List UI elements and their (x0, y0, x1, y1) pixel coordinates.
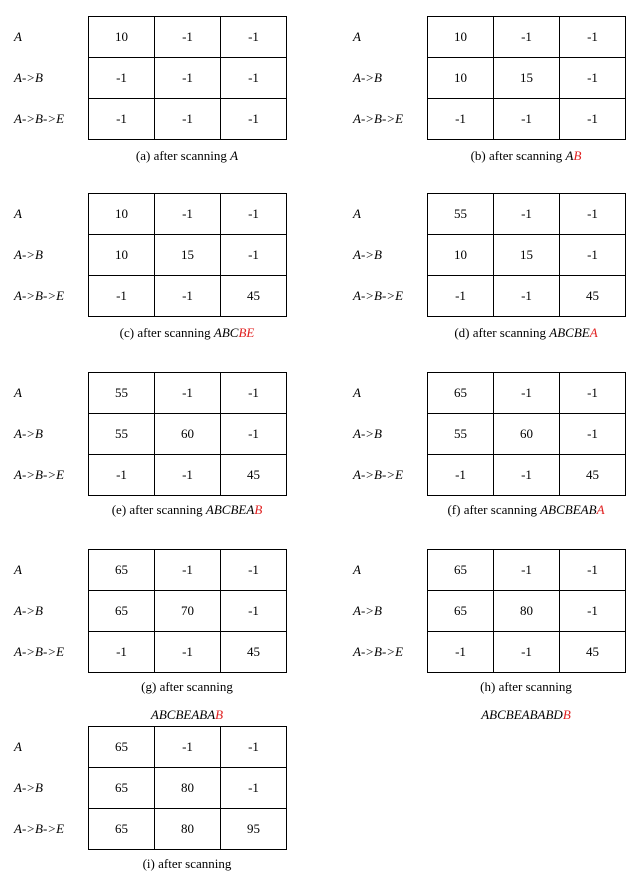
table-cell: 60 (494, 414, 560, 455)
row-label: A (14, 205, 22, 221)
table-cell: 10 (89, 194, 155, 235)
table-row (428, 276, 626, 317)
caption-prefix: (i) after scanning (142, 856, 232, 871)
table-cell: -1 (89, 99, 155, 140)
table-cell: 60 (155, 414, 221, 455)
table-row (428, 414, 626, 455)
table-cell: 80 (155, 809, 221, 850)
table-cell: 55 (89, 414, 155, 455)
table-row (89, 768, 287, 809)
table-row (89, 632, 287, 673)
table-cell: -1 (155, 194, 221, 235)
table-cell: 55 (428, 414, 494, 455)
table-cell: 45 (560, 276, 626, 317)
state-table (427, 16, 626, 140)
row-label: A->B (353, 69, 382, 85)
table-cell: -1 (494, 99, 560, 140)
table-row (428, 550, 626, 591)
table-cell: -1 (560, 550, 626, 591)
table-cell: -1 (560, 194, 626, 235)
table-cell: -1 (221, 768, 287, 809)
row-label: A (353, 28, 361, 44)
table-cell: 65 (89, 550, 155, 591)
table-row (89, 373, 287, 414)
table-row (428, 17, 626, 58)
panel-caption (67, 502, 307, 518)
caption-prefix: (d) after scanning (454, 325, 550, 340)
caption-highlight: B (562, 707, 571, 722)
caption-highlight: B (573, 148, 582, 163)
table-row (89, 235, 287, 276)
row-label: A->B (14, 425, 43, 441)
row-label: A->B->E (353, 287, 404, 303)
table-row (428, 373, 626, 414)
caption-sequence: A (565, 148, 574, 163)
table-cell: -1 (155, 276, 221, 317)
table-row (428, 58, 626, 99)
table-cell: -1 (155, 373, 221, 414)
table-cell: 70 (155, 591, 221, 632)
caption-highlight: B (254, 502, 263, 517)
table-cell: -1 (221, 17, 287, 58)
table-cell: -1 (428, 276, 494, 317)
table-cell: -1 (494, 17, 560, 58)
table-cell: -1 (428, 455, 494, 496)
table-row (89, 455, 287, 496)
table-cell: 65 (89, 591, 155, 632)
table-cell: -1 (494, 550, 560, 591)
caption-highlight: A (596, 502, 605, 517)
caption-prefix: (e) after scanning (111, 502, 206, 517)
row-label: A (14, 384, 22, 400)
table-row (89, 809, 287, 850)
table-row (89, 550, 287, 591)
panel-caption (406, 325, 631, 341)
table-cell: 15 (494, 58, 560, 99)
row-label: A->B (14, 602, 43, 618)
table-cell: -1 (494, 632, 560, 673)
table-cell: -1 (560, 58, 626, 99)
caption-sequence: A (230, 148, 239, 163)
caption-sequence: ABCBEABABD (481, 707, 563, 722)
row-label: A->B->E (353, 643, 404, 659)
table-cell: 10 (89, 235, 155, 276)
row-label: A->B->E (353, 466, 404, 482)
table-row (428, 591, 626, 632)
table-cell: 45 (221, 276, 287, 317)
row-label: A (14, 28, 22, 44)
row-label: A->B (14, 246, 43, 262)
state-table (427, 193, 626, 317)
table-cell: -1 (221, 373, 287, 414)
table-cell: 10 (89, 17, 155, 58)
table-cell: -1 (560, 414, 626, 455)
table-cell: -1 (560, 373, 626, 414)
table-cell: 10 (428, 58, 494, 99)
table-cell: -1 (221, 58, 287, 99)
table-cell: -1 (221, 550, 287, 591)
table-cell: -1 (221, 727, 287, 768)
table-cell: -1 (89, 632, 155, 673)
panel-caption-sequence (67, 707, 307, 723)
table-cell: 65 (89, 768, 155, 809)
state-table (88, 372, 287, 496)
table-cell: 10 (428, 17, 494, 58)
table-row (89, 58, 287, 99)
row-label: A (14, 738, 22, 754)
caption-highlight: B (215, 707, 224, 722)
table-row (428, 99, 626, 140)
row-label: A->B (353, 602, 382, 618)
panel-caption (67, 148, 307, 164)
table-cell: 15 (155, 235, 221, 276)
table-cell: 15 (494, 235, 560, 276)
table-cell: 65 (428, 373, 494, 414)
panel-caption-sequence (406, 707, 631, 723)
table-row (428, 632, 626, 673)
table-cell: -1 (221, 235, 287, 276)
state-table (88, 549, 287, 673)
table-cell: 65 (428, 550, 494, 591)
table-cell: -1 (428, 632, 494, 673)
table-cell: -1 (89, 276, 155, 317)
caption-sequence: ABCBEABA (150, 707, 216, 722)
table-cell: -1 (494, 194, 560, 235)
table-cell: -1 (221, 414, 287, 455)
table-cell: -1 (155, 727, 221, 768)
table-cell: 45 (221, 455, 287, 496)
panel-caption (406, 679, 631, 695)
state-table (427, 549, 626, 673)
row-label: A (353, 561, 361, 577)
panel-caption (406, 502, 631, 518)
table-cell: 45 (221, 632, 287, 673)
caption-prefix: (g) after scanning (141, 679, 233, 694)
row-label: A->B (353, 425, 382, 441)
table-row (89, 99, 287, 140)
caption-sequence: ABCBEA (205, 502, 255, 517)
table-cell: -1 (221, 591, 287, 632)
row-label: A->B->E (14, 643, 65, 659)
table-row (89, 414, 287, 455)
row-label: A (14, 561, 22, 577)
panel-caption (406, 148, 631, 164)
row-label: A->B->E (14, 287, 65, 303)
table-cell: -1 (221, 194, 287, 235)
row-label: A->B (14, 779, 43, 795)
panel-caption (67, 679, 307, 695)
table-cell: 95 (221, 809, 287, 850)
caption-highlight: BE (238, 325, 255, 340)
table-row (89, 17, 287, 58)
row-label: A (353, 384, 361, 400)
caption-prefix: (f) after scanning (447, 502, 541, 517)
table-cell: -1 (155, 632, 221, 673)
row-label: A->B->E (14, 820, 65, 836)
table-cell: -1 (560, 235, 626, 276)
table-row (428, 455, 626, 496)
table-cell: -1 (560, 17, 626, 58)
caption-prefix: (h) after scanning (480, 679, 572, 694)
table-cell: -1 (89, 455, 155, 496)
row-label: A->B->E (353, 110, 404, 126)
table-cell: 45 (560, 632, 626, 673)
table-cell: -1 (428, 99, 494, 140)
table-cell: 80 (155, 768, 221, 809)
caption-prefix: (a) after scanning (135, 148, 231, 163)
row-label: A->B->E (14, 466, 65, 482)
table-cell: 10 (428, 235, 494, 276)
table-cell: -1 (155, 99, 221, 140)
table-cell: -1 (155, 455, 221, 496)
table-row (89, 591, 287, 632)
row-label: A->B (14, 69, 43, 85)
table-cell: 55 (428, 194, 494, 235)
table-cell: -1 (89, 58, 155, 99)
state-table (88, 726, 287, 850)
table-cell: -1 (560, 99, 626, 140)
table-cell: 65 (89, 809, 155, 850)
caption-sequence: ABC (213, 325, 239, 340)
caption-sequence: ABCBE (549, 325, 590, 340)
caption-prefix: (b) after scanning (470, 148, 566, 163)
caption-sequence: ABCBEAB (540, 502, 597, 517)
table-row (89, 727, 287, 768)
table-cell: 80 (494, 591, 560, 632)
caption-prefix: (c) after scanning (119, 325, 214, 340)
table-cell: -1 (155, 17, 221, 58)
row-label: A (353, 205, 361, 221)
table-cell: 55 (89, 373, 155, 414)
table-row (428, 194, 626, 235)
table-cell: 65 (428, 591, 494, 632)
table-cell: -1 (494, 373, 560, 414)
table-cell: -1 (494, 276, 560, 317)
state-table (88, 16, 287, 140)
panel-caption (67, 325, 307, 341)
table-cell: -1 (494, 455, 560, 496)
table-cell: -1 (560, 591, 626, 632)
panel-caption (67, 856, 307, 872)
table-cell: 65 (89, 727, 155, 768)
table-row (428, 235, 626, 276)
row-label: A->B (353, 246, 382, 262)
table-cell: -1 (221, 99, 287, 140)
table-row (89, 194, 287, 235)
table-cell: -1 (155, 550, 221, 591)
row-label: A->B->E (14, 110, 65, 126)
state-table (427, 372, 626, 496)
table-cell: -1 (155, 58, 221, 99)
table-row (89, 276, 287, 317)
state-table (88, 193, 287, 317)
caption-highlight: A (589, 325, 598, 340)
table-cell: 45 (560, 455, 626, 496)
